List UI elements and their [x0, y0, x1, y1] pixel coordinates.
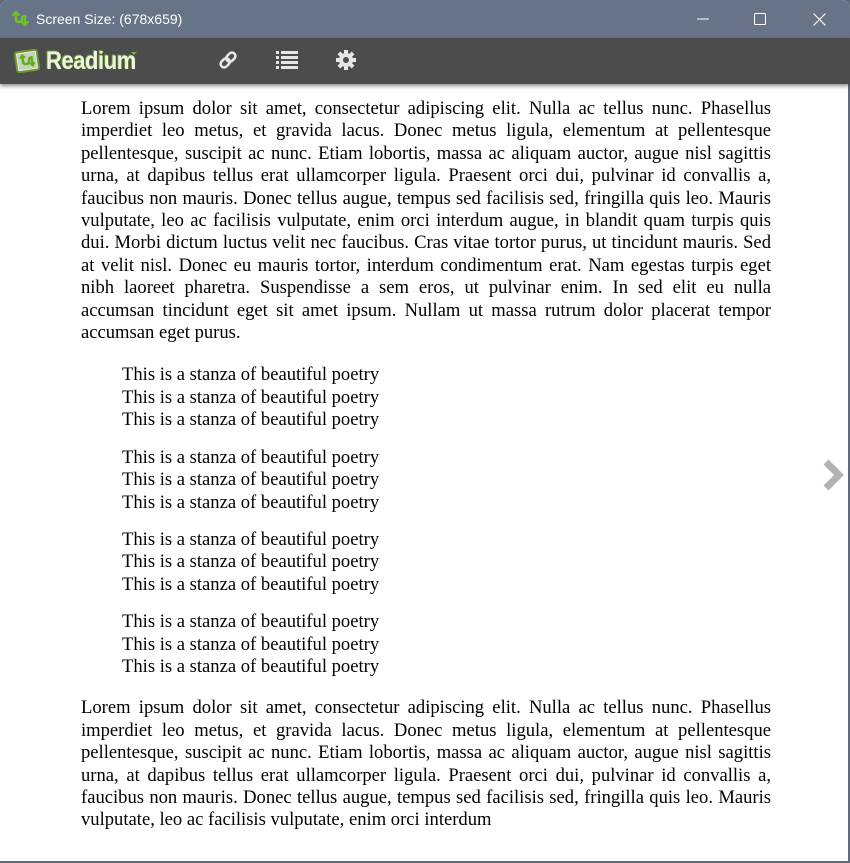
stanza [122, 364, 771, 431]
readium-logo-icon [14, 49, 40, 73]
reader-toolbar [0, 38, 850, 84]
link-button[interactable] [216, 48, 240, 72]
table-of-contents-button[interactable] [275, 48, 299, 72]
minimize-icon [697, 13, 709, 25]
paragraph: Lorem ipsum dolor sit amet, consectetur adipiscing elit. Nulla ac tellus nunc. Phasellus imperdiet leo metus, et gravida lacus. Donec metus ligula, elementum at pellentesque pellentesque, suscipit ac nunc. Etiam lobortis, massa ac aliquam auctor, augue nisl sagittis urna, at dapibus tellus erat ullamcorper ligula. Praesent orci dui, pulvinar id convallis a, faucibus non mauris. Donec tellus augue, tempus sed facilisis sed, fringilla quis leo. Mauris vulputate, leo ac facilisis vulputate, enim orci interdum [81, 697, 771, 831]
readium-app-icon [11, 10, 29, 28]
next-page-button[interactable] [820, 456, 848, 494]
poem [122, 364, 771, 678]
poem-line: This is a stanza of beautiful poetry [122, 528, 380, 550]
poem-line: This is a stanza of beautiful poetry [122, 364, 380, 386]
maximize-icon [754, 13, 766, 25]
paragraph: Lorem ipsum dolor sit amet, consectetur adipiscing elit. Nulla ac tellus nunc. Phasellus imperdiet leo metus, et gravida lacus. Donec metus ligula, elementum at pellentesque pellentesque, suscipit ac nunc. Etiam lobortis, massa ac aliquam auctor, augue nisl sagittis urna, at dapibus tellus erat ullamcorper ligula. Praesent orci dui, pulvinar id convallis a, faucibus non mauris. Donec tellus augue, tempus sed facilisis sed, fringilla quis leo. Mauris vulputate, leo ac facilisis vulputate, enim orci interdum augue, in blandit quam turpis quis dui. Morbi dictum luctus velit nec faucibus. Cras vitae tortor purus, ut tincidunt mauris. Sed at velit nisl. Donec eu mauris tortor, interdum condimentum erat. Nam egestas turpis eget nibh laoreet pharetra. Suspendisse a sem eros, ut pulvinar enim. In sed elit eu nulla accumsan tincidunt eget sit amet ipsum. Nullam ut massa rutrum dolor placerat tempor accumsan eget purus. [81, 98, 771, 344]
settings-button[interactable] [334, 48, 358, 72]
maximize-button[interactable] [731, 0, 789, 38]
book-page [81, 98, 771, 832]
readium-logo-text: Readium [46, 46, 136, 75]
stanza [122, 447, 771, 514]
poem-line: This is a stanza of beautiful poetry [122, 386, 380, 408]
stanza [122, 529, 771, 596]
stanza [122, 611, 771, 678]
poem-line: This is a stanza of beautiful poetry [122, 611, 380, 633]
chevron-right-icon [821, 458, 847, 492]
minimize-button[interactable] [674, 0, 732, 38]
poem-line: This is a stanza of beautiful poetry [122, 446, 380, 468]
title-bar [0, 0, 850, 38]
close-icon [813, 13, 826, 26]
reader-content [0, 84, 850, 863]
poem-line: This is a stanza of beautiful poetry [122, 469, 380, 491]
table-of-contents-icon [276, 50, 298, 70]
logo-dropdown-caret-icon[interactable] [131, 52, 137, 55]
window-title: Screen Size: (678x659) [36, 11, 183, 27]
poem-line: This is a stanza of beautiful poetry [122, 551, 380, 573]
poem-line: This is a stanza of beautiful poetry [122, 633, 380, 655]
poem-line: This is a stanza of beautiful poetry [122, 573, 380, 595]
poem-line: This is a stanza of beautiful poetry [122, 409, 380, 431]
link-icon [217, 49, 239, 71]
poem-line: This is a stanza of beautiful poetry [122, 655, 380, 677]
close-button[interactable] [790, 0, 848, 38]
readium-logo-menu[interactable] [14, 45, 148, 77]
settings-gear-icon [335, 49, 357, 71]
poem-line: This is a stanza of beautiful poetry [122, 491, 380, 513]
